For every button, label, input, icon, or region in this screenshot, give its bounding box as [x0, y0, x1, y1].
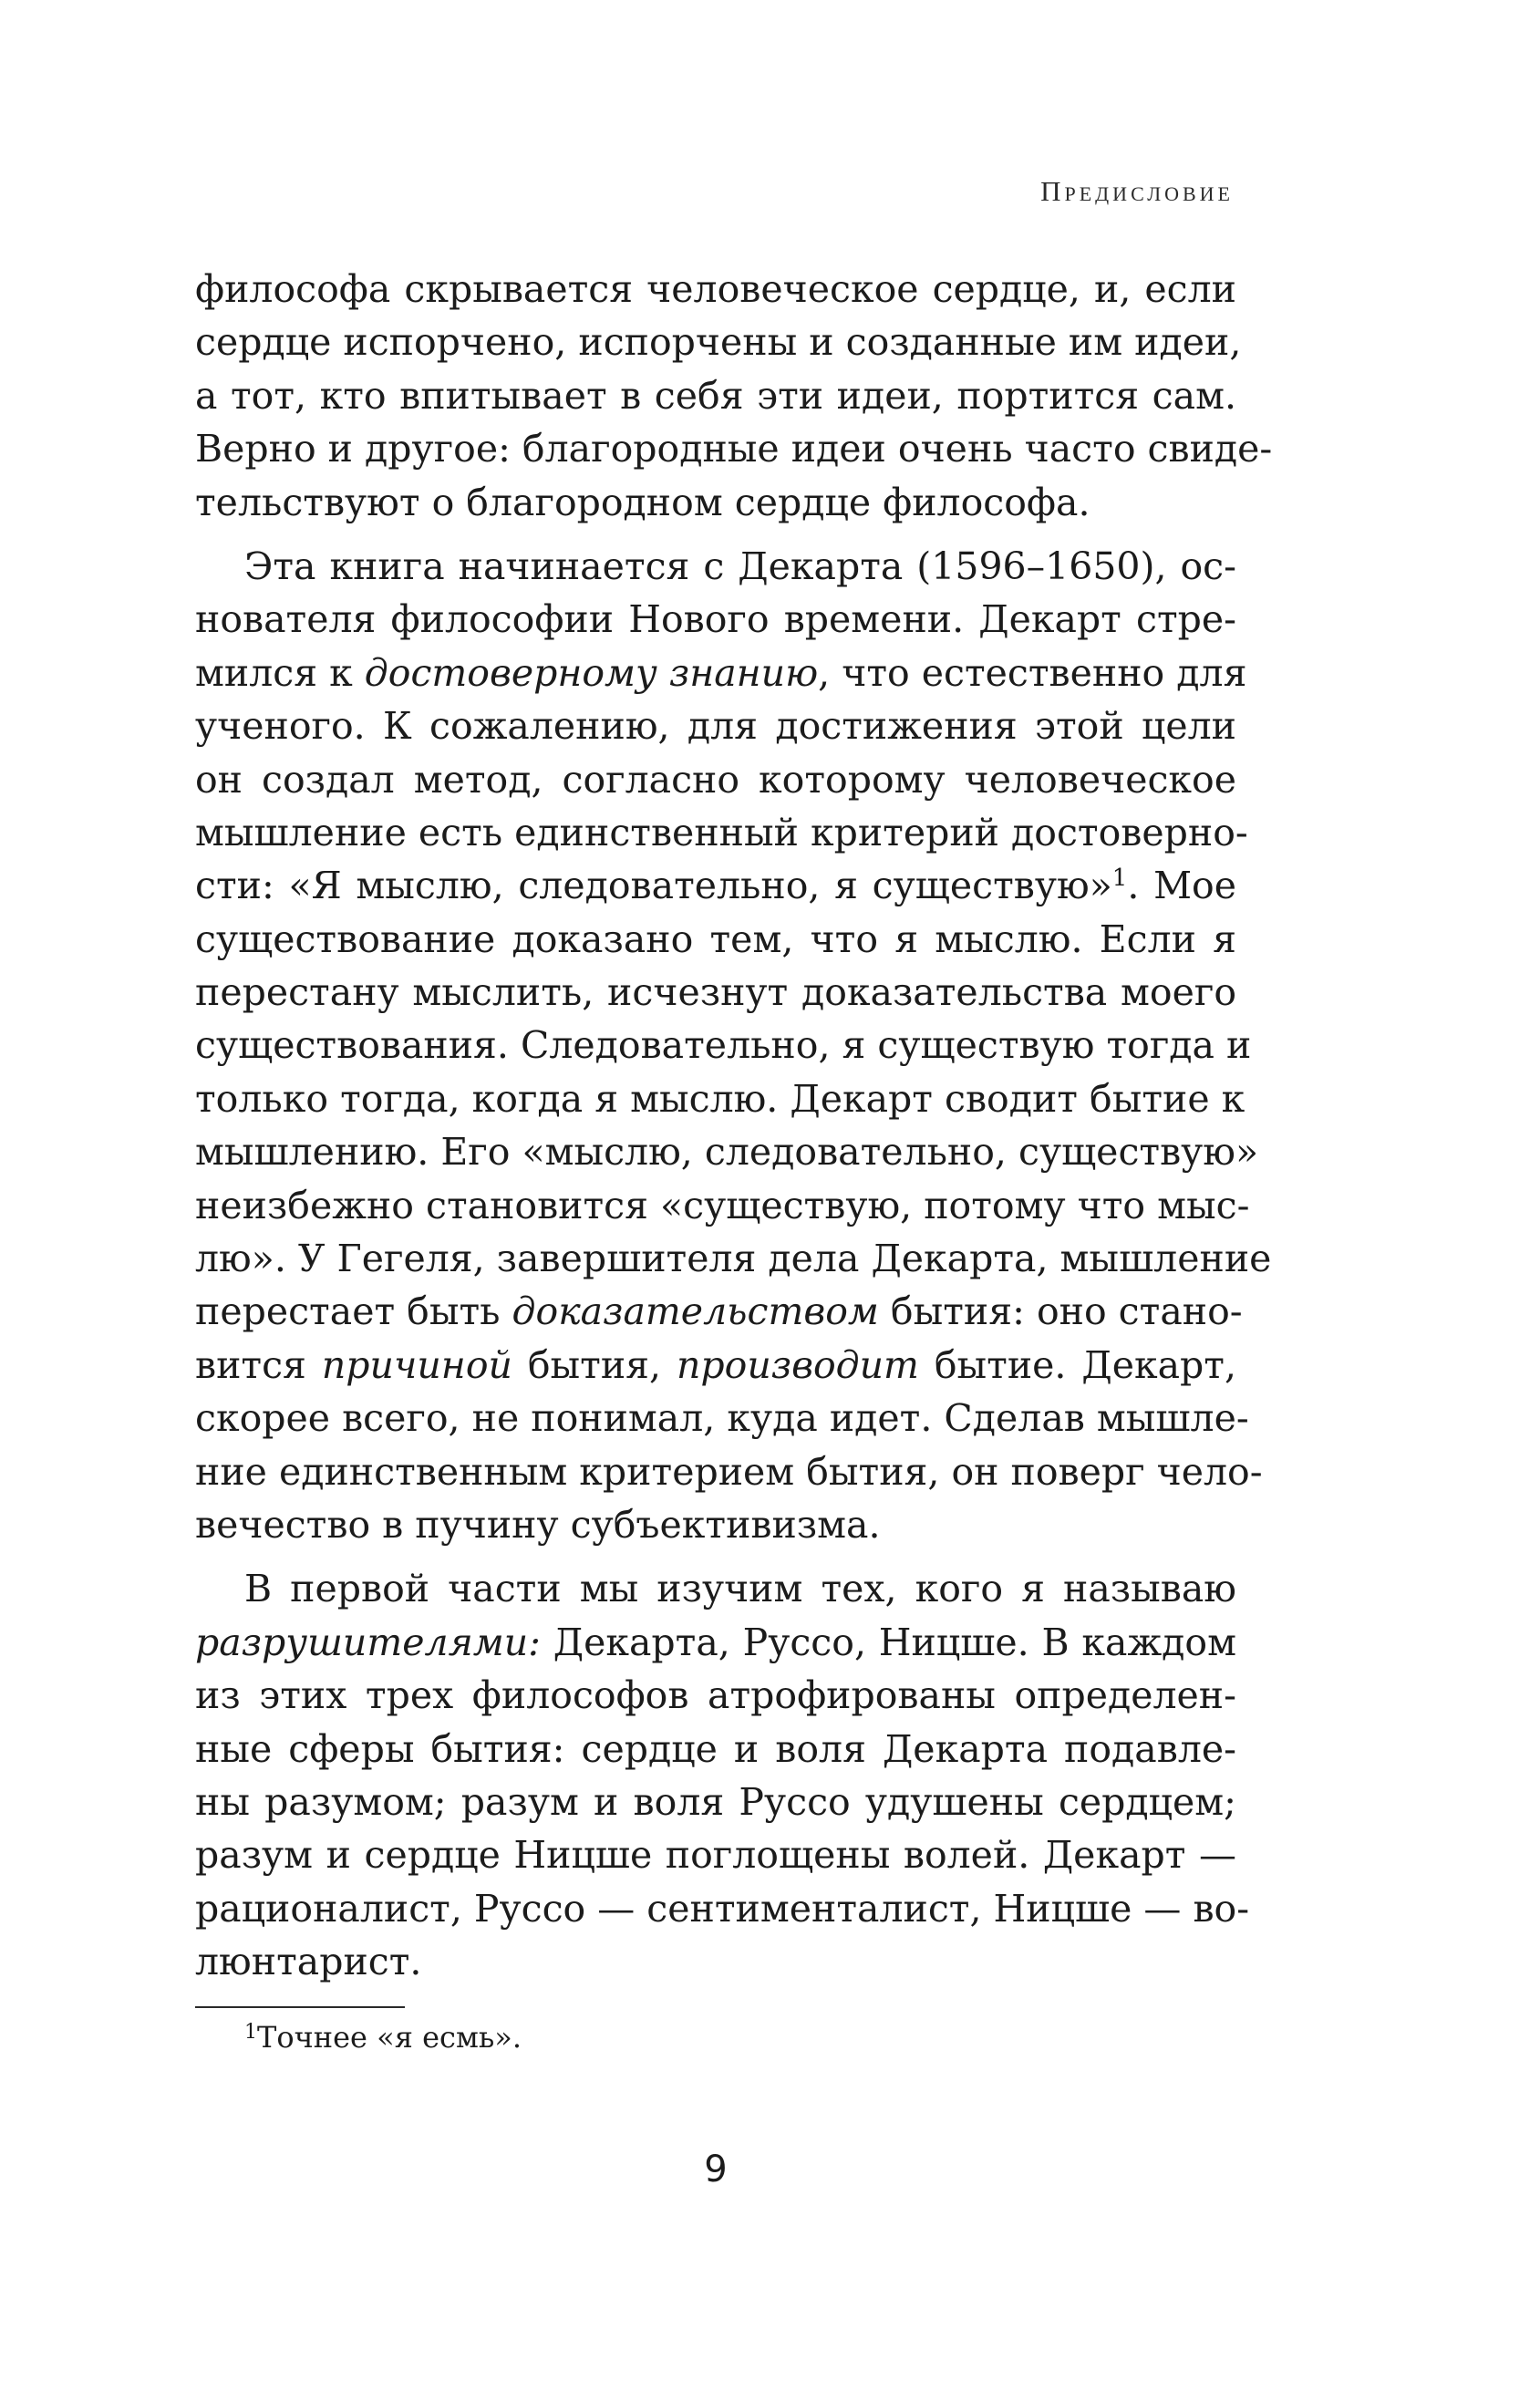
body-text — [195, 263, 1273, 1989]
text-line: ученого. К сожалению, для достижения этой цели — [195, 704, 1236, 749]
text-line: неизбежно становится «существую, потому что мыс- — [195, 1183, 1250, 1227]
text-line: тельствуют о благородном сердце философа. — [195, 480, 1090, 524]
text-line: перестану мыслить, исчезнут доказательства моего — [195, 970, 1236, 1015]
text-line: разум и сердце Ницше поглощены волей. Декарт — — [195, 1833, 1236, 1878]
paragraph-1 — [195, 263, 1273, 529]
text-line: философа скрывается человеческое сердце, и, если — [195, 267, 1236, 311]
text-line — [195, 647, 1247, 699]
text-line: Эта книга начинается с Декарта (1596–1650), ос- — [244, 544, 1236, 588]
text-line: мышлению. Его «мыслю, следовательно, существую» — [195, 1130, 1259, 1175]
italic-emphasis: производит — [677, 1342, 919, 1387]
text-line: только тогда, когда я мыслю. Декарт сводит бытие к — [195, 1076, 1245, 1121]
text-line — [195, 1339, 1236, 1392]
text-line: ние единственным критерием бытия, он поверг чело- — [195, 1449, 1263, 1494]
text-line: мышление есть единственный критерий достоверно- — [195, 810, 1248, 854]
footnote-marker: 1 — [244, 2021, 257, 2044]
text-run: вится — [195, 1342, 322, 1387]
text-line: он создал метод, согласно которому человеческое — [195, 757, 1236, 802]
footnote — [244, 2017, 522, 2057]
text-line — [195, 1616, 1236, 1669]
text-run: , что естественно для — [818, 650, 1247, 695]
italic-emphasis: разрушителями: — [195, 1620, 541, 1664]
text-line: Верно и другое: благородные идеи очень часто свиде- — [195, 427, 1273, 471]
text-run: бытие. Декарт, — [918, 1342, 1237, 1387]
text-run: Декарта, Руссо, Ницше. В каждом — [540, 1620, 1236, 1664]
text-line: рационалист, Руссо — сентименталист, Ницше — во- — [195, 1886, 1250, 1931]
paragraph-2 — [195, 540, 1272, 1551]
text-line: существование доказано тем, что я мыслю. Если я — [195, 916, 1236, 961]
text-line — [195, 1285, 1243, 1338]
italic-emphasis: доказательством — [512, 1289, 879, 1334]
text-line: а тот, кто впитывает в себя эти идеи, портится сам. — [195, 373, 1236, 418]
text-run: перестает быть — [195, 1289, 512, 1334]
text-line: В первой части мы изучим тех, кого я называю — [244, 1567, 1236, 1611]
text-line: из этих трех философов атрофированы определен- — [195, 1673, 1236, 1718]
text-line — [195, 859, 1236, 912]
text-line: ны разумом; разум и воля Руссо удушены сердцем; — [195, 1779, 1236, 1824]
page-number: 9 — [704, 2149, 728, 2190]
text-run: сти: «Я мыслю, следовательно, я существую» — [195, 864, 1112, 908]
footnote-reference[interactable]: 1 — [1111, 865, 1128, 893]
italic-emphasis: достоверному знанию — [364, 650, 819, 695]
text-line: сердце испорчено, испорчены и созданные им идеи, — [195, 320, 1242, 365]
text-line: нователя философии Нового времени. Декарт стре- — [195, 597, 1236, 642]
text-line: ные сферы бытия: сердце и воля Декарта подавле- — [195, 1726, 1236, 1771]
footnote-text: Точнее «я есмь». — [257, 2020, 522, 2055]
text-line: вечество в пучину субъективизма. — [195, 1502, 881, 1547]
italic-emphasis: причиной — [321, 1342, 512, 1387]
text-run: мился к — [195, 650, 365, 695]
text-line: скорее всего, не понимал, куда идет. Сделав мышле- — [195, 1396, 1249, 1441]
text-line: люнтарист. — [195, 1940, 422, 1984]
text-run: . Мое — [1127, 864, 1237, 908]
paragraph-3 — [195, 1562, 1250, 1988]
running-header: Предисловие — [1040, 175, 1234, 207]
text-run: бытия, — [512, 1342, 677, 1387]
text-run: бытия: оно стано- — [878, 1289, 1243, 1334]
text-line: существования. Следовательно, я существую тогда и — [195, 1023, 1252, 1068]
footnote-separator — [195, 2006, 405, 2008]
text-line: лю». У Гегеля, завершителя дела Декарта, мышление — [195, 1237, 1272, 1281]
